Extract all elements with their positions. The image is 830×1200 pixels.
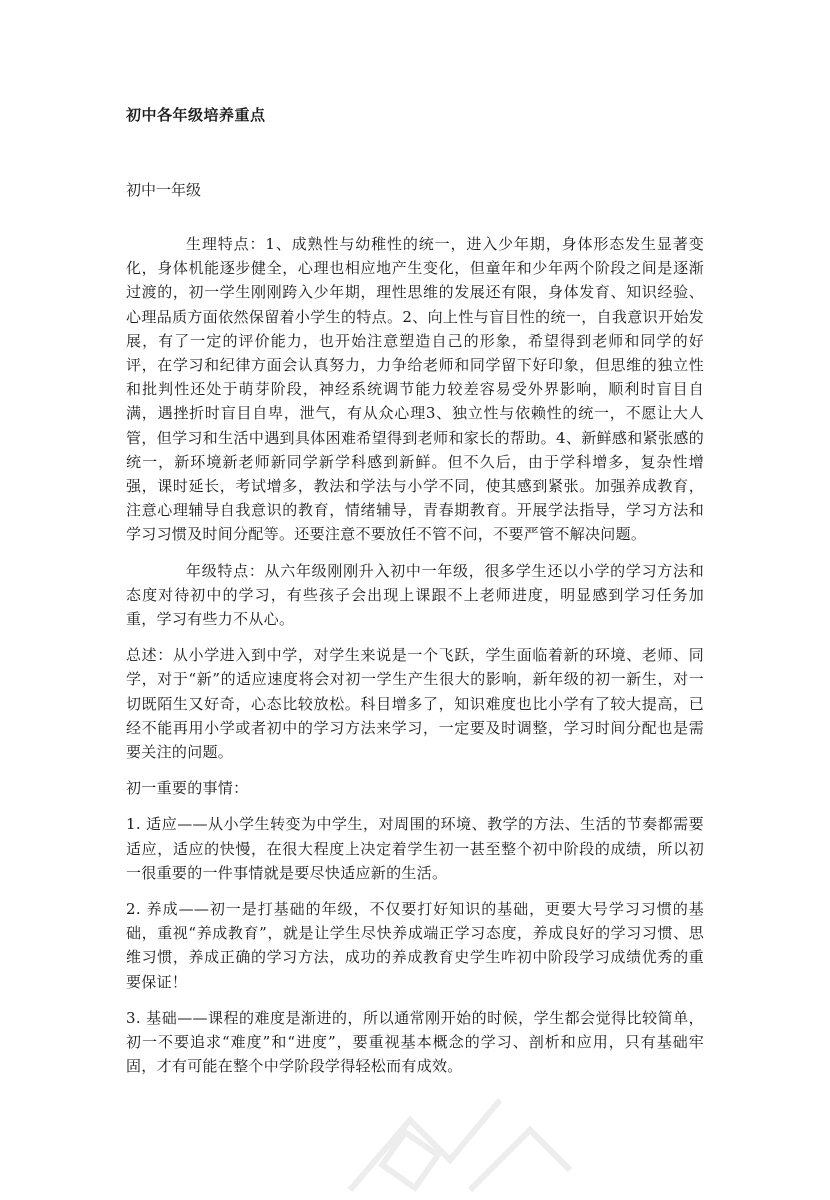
- paragraph-physiology: 生理特点：1、成熟性与幼稚性的统一，进入少年期，身体形态发生显著变化，身体机能逐步健全，心理也相应地产生变化，但童年和少年两个阶段之间是逐渐过渡的，初一学生刚刚跨入少年期，理性思维的发展还有限，身体发育、知识经验、心理品质方面依然保留着小学生的特点。2、向上性与盲目性的统一，自我意识开始发展，有了一定的评价能力，也开始注意塑造自己的形象，希望得到老师和同学的好评，在学习和纪律方面会认真努力，力争给老师和同学留下好印象，但思维的独立性和批判性还处于萌芽阶段，神经系统调节能力较差容易受外界影响，顺利时盲目自满，遇挫折时盲目自卑，泄气，有从众心理3、独立性与依赖性的统一，不愿让大人管，但学习和生活中遇到具体困难希望得到老师和家长的帮助。4、新鲜感和紧张感的统一，新环境新老师新同学新学科感到新鲜。但不久后，由于学科增多，复杂性增强，课时延长，考试增多，教法和学法与小学不同，使其感到紧张。加强养成教育，注意心理辅导自我意识的教育，情绪辅导，青春期教育。开展学法指导，学习方法和学习习惯及时间分配等。还要注意不要放任不管不问，不要严管不解决问题。: [126, 235, 704, 544]
- document-body: [126, 232, 704, 1091]
- list-item-adapt: 1. 适应——从小学生转变为中学生，对周围的环境、教学的方法、生活的节奏都需要适应，适应的快慢，在很大程度上决定着学生初一甚至整个初中阶段的成绩，所以初一很重要的一件事情就是要尽快适应新的生活。: [126, 815, 704, 882]
- paragraph-summary: 总述：从小学进入到中学，对学生来说是一个飞跃，学生面临着新的环境、老师、同学，对于“新”的适应速度将会对初一学生产生很大的影响，新年级的初一新生，对一切既陌生又好奇，心态比较放松。科目增多了，知识难度也比小学有了较大提高，已经不能再用小学或者初中的学习方法来学习，一定要及时调整，学习时间分配也是需要关注的问题。: [126, 646, 704, 762]
- watermark-graphic: [330, 1080, 590, 1200]
- document-title: 初中各年级培养重点: [126, 106, 266, 124]
- paragraph-grade-features: 年级特点：从六年级刚刚升入初中一年级，很多学生还以小学的学习方法和态度对待初中的学习，有些孩子会出现上课跟不上老师进度，明显感到学习任务加重，学习有些力不从心。: [126, 561, 704, 629]
- section-heading: 初中一年级: [126, 181, 202, 199]
- paragraph-important-things: 初一重要的事情：: [126, 779, 249, 798]
- list-item-habits: 2. 养成——初一是打基础的年级，不仅要打好知识的基础，更要大号学习习惯的基础，重视“养成教育”，就是让学生尽快养成端正学习态度，养成良好的学习习惯、思维习惯，养成正确的学习方法，成功的养成教育史学生咋初中阶段学习成绩优秀的重要保证！: [126, 900, 704, 991]
- list-item-foundation: 3. 基础——课程的难度是渐进的，所以通常刚开始的时候，学生都会觉得比较简单，初一不要追求“难度”和“进度”，要重视基本概念的学习、剖析和应用，只有基础牢固，才有可能在整个中学阶段学得轻松而有成效。: [126, 1008, 704, 1076]
